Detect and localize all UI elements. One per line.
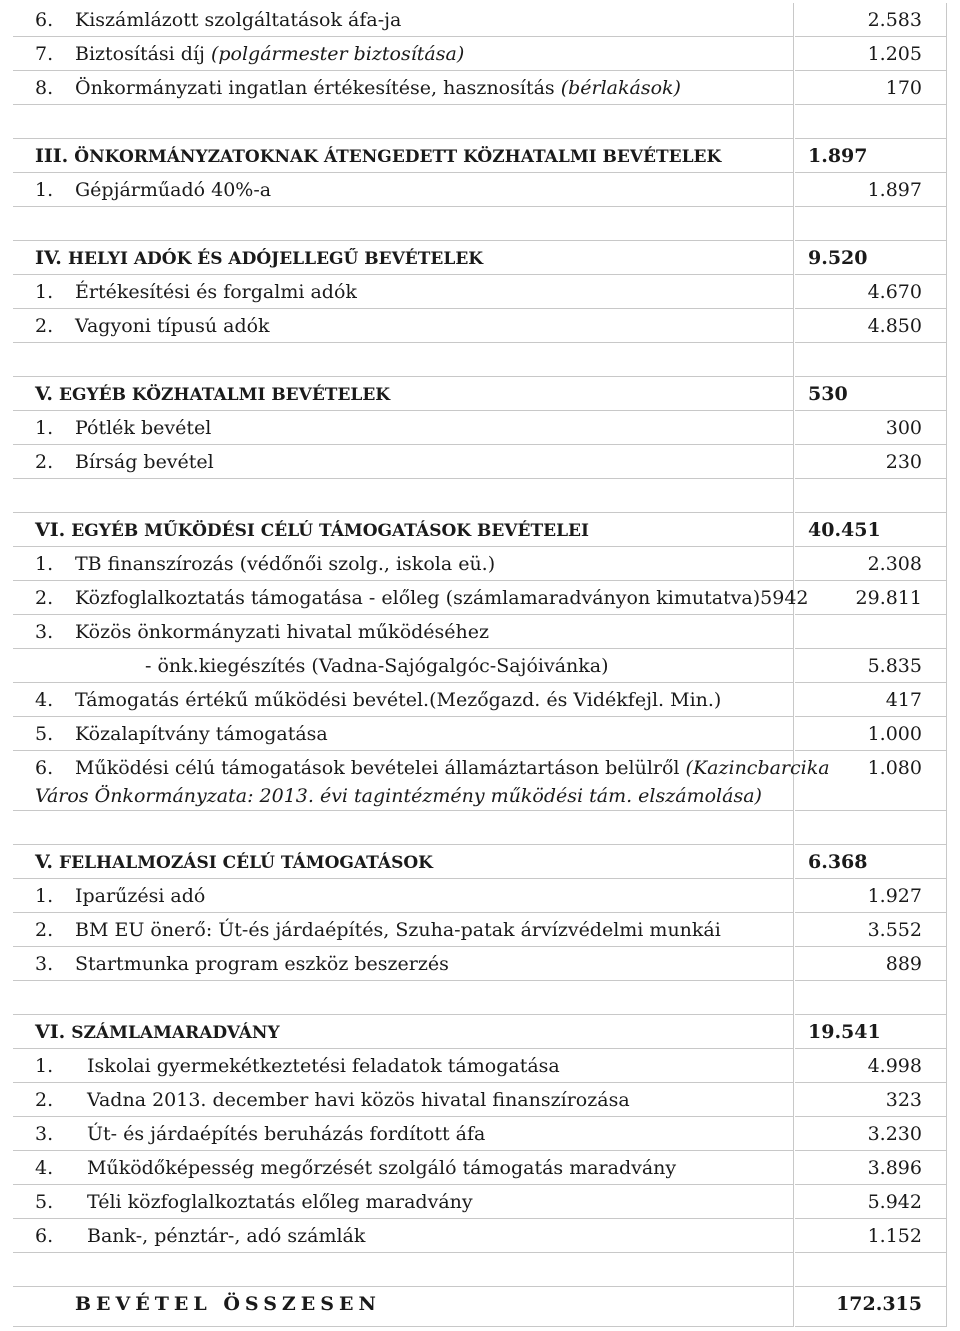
row-label bbox=[35, 309, 270, 343]
row-label bbox=[35, 513, 589, 548]
row-number: V. bbox=[35, 383, 54, 405]
row-value: 230 bbox=[885, 451, 922, 473]
value-cell bbox=[795, 343, 947, 377]
table-row bbox=[0, 1117, 960, 1151]
table-row bbox=[0, 1049, 960, 1083]
row-label-note: (Kazincbarcika bbox=[685, 757, 830, 779]
row-label-text: Értékesítési és forgalmi adók bbox=[75, 281, 357, 303]
row-value: 4.998 bbox=[867, 1055, 922, 1077]
row-value: 29.811 bbox=[855, 587, 922, 609]
label-cell bbox=[13, 3, 794, 37]
table-row bbox=[0, 649, 960, 683]
table-row bbox=[0, 547, 960, 581]
row-number: 6. bbox=[35, 757, 54, 779]
row-label-text: EGYÉB MŰKÖDÉSI CÉLÚ TÁMOGATÁSOK BEVÉTELEI bbox=[71, 521, 589, 541]
row-number: VI. bbox=[35, 519, 66, 541]
spacer-row bbox=[0, 105, 960, 139]
value-cell bbox=[795, 913, 947, 947]
row-label-text: BEVÉTEL ÖSSZESEN bbox=[75, 1293, 381, 1315]
label-cell bbox=[13, 947, 794, 981]
row-value: 1.152 bbox=[867, 1225, 922, 1247]
row-label bbox=[35, 377, 390, 412]
row-label bbox=[35, 3, 401, 37]
label-cell bbox=[13, 717, 794, 751]
label-cell bbox=[13, 1185, 794, 1219]
value-cell bbox=[795, 615, 947, 649]
section-header-row bbox=[0, 241, 960, 275]
row-number: 4. bbox=[35, 689, 54, 711]
row-label-text: Vadna 2013. december havi közös hivatal finanszírozása bbox=[87, 1089, 630, 1111]
table-row bbox=[0, 71, 960, 105]
spacer-row bbox=[0, 811, 960, 845]
spacer-row bbox=[0, 1253, 960, 1287]
label-cell bbox=[13, 913, 794, 947]
value-cell bbox=[795, 445, 947, 479]
spacer-row bbox=[0, 207, 960, 241]
row-label bbox=[35, 173, 271, 207]
section-total: 40.451 bbox=[808, 519, 881, 541]
row-label bbox=[35, 1185, 473, 1219]
spacer-row bbox=[0, 981, 960, 1015]
row-number: 2. bbox=[35, 451, 54, 473]
label-cell bbox=[13, 309, 794, 343]
row-label-text: Út- és járdaépítés beruházás fordított áfa bbox=[87, 1123, 486, 1145]
label-cell bbox=[13, 1219, 794, 1253]
row-label-text: Közfoglalkoztatás támogatása - előleg (számlamaradványon kimutatva)5942 bbox=[75, 587, 809, 609]
row-value: 2.308 bbox=[867, 553, 922, 575]
row-number: 6. bbox=[35, 1225, 54, 1247]
row-label bbox=[35, 1287, 381, 1321]
table-row bbox=[0, 615, 960, 649]
row-value: 323 bbox=[885, 1089, 922, 1111]
label-cell bbox=[13, 1287, 794, 1327]
row-label bbox=[35, 445, 214, 479]
value-cell bbox=[795, 105, 947, 139]
row-label-text: Pótlék bevétel bbox=[75, 417, 212, 439]
row-label bbox=[35, 1219, 365, 1253]
row-label-text: Vagyoni típusú adók bbox=[75, 315, 270, 337]
row-number: III. bbox=[35, 145, 69, 167]
row-value: 3.896 bbox=[867, 1157, 922, 1179]
spacer-row bbox=[0, 479, 960, 513]
row-label-text: Támogatás értékű működési bevétel.(Mezőgazd. és Vidékfejl. Min.) bbox=[75, 689, 722, 711]
label-cell bbox=[13, 275, 794, 309]
section-total: 9.520 bbox=[808, 247, 868, 269]
row-label bbox=[35, 1117, 485, 1151]
label-cell bbox=[13, 751, 830, 811]
label-cell bbox=[13, 1049, 794, 1083]
row-value: 5.835 bbox=[867, 655, 922, 677]
row-number: 2. bbox=[35, 315, 54, 337]
label-cell bbox=[13, 207, 794, 241]
row-label-text: ÖNKORMÁNYZATOKNAK ÁTENGEDETT KÖZHATALMI BEVÉTELEK bbox=[74, 147, 722, 167]
label-cell bbox=[13, 377, 794, 411]
label-cell bbox=[13, 1151, 794, 1185]
row-label-text: - önk.kiegészítés (Vadna-Sajógalgóc-Sajóivánka) bbox=[145, 655, 609, 677]
value-cell bbox=[795, 811, 947, 845]
row-value: 1.000 bbox=[867, 723, 922, 745]
row-value: 889 bbox=[885, 953, 922, 975]
value-cell bbox=[795, 377, 947, 411]
row-number: 2. bbox=[35, 587, 54, 609]
value-cell bbox=[795, 411, 947, 445]
row-label-text: SZÁMLAMARADVÁNY bbox=[71, 1023, 280, 1043]
row-number: 8. bbox=[35, 77, 54, 99]
label-cell bbox=[13, 411, 794, 445]
row-number: 6. bbox=[35, 9, 54, 31]
row-label-text: Téli közfoglalkoztatás előleg maradvány bbox=[87, 1191, 473, 1213]
row-value: 170 bbox=[885, 77, 922, 99]
grand-total-row bbox=[0, 1287, 960, 1327]
label-cell bbox=[13, 241, 794, 275]
section-header-row bbox=[0, 845, 960, 879]
value-cell bbox=[795, 1083, 947, 1117]
label-cell bbox=[13, 1253, 794, 1287]
value-cell bbox=[795, 71, 947, 105]
row-number: VI. bbox=[35, 1021, 66, 1043]
label-cell bbox=[13, 479, 794, 513]
row-label-text: TB finanszírozás (védőnői szolg., iskola eü.) bbox=[75, 553, 496, 575]
row-label bbox=[35, 1151, 676, 1185]
row-label-text: Önkormányzati ingatlan értékesítése, hasznosítás bbox=[75, 77, 561, 99]
label-cell bbox=[13, 105, 794, 139]
label-cell bbox=[13, 513, 794, 547]
table-row bbox=[0, 683, 960, 717]
value-cell bbox=[795, 479, 947, 513]
row-value: 417 bbox=[885, 689, 922, 711]
value-cell bbox=[795, 513, 947, 547]
section-header-row bbox=[0, 1015, 960, 1049]
value-cell bbox=[795, 845, 947, 879]
label-cell bbox=[13, 981, 794, 1015]
value-cell bbox=[795, 1287, 947, 1327]
row-label-text: HELYI ADÓK ÉS ADÓJELLEGŰ BEVÉTELEK bbox=[67, 249, 484, 269]
table-row bbox=[0, 1185, 960, 1219]
table-row bbox=[0, 913, 960, 947]
value-cell bbox=[795, 309, 947, 343]
row-label bbox=[35, 37, 464, 71]
row-number: IV. bbox=[35, 247, 62, 269]
label-cell bbox=[13, 445, 794, 479]
section-total: 1.897 bbox=[808, 145, 868, 167]
row-number: 5. bbox=[35, 723, 54, 745]
value-cell bbox=[795, 1117, 947, 1151]
value-cell bbox=[795, 1049, 947, 1083]
section-header-row bbox=[0, 139, 960, 173]
row-value: 172.315 bbox=[836, 1293, 922, 1315]
row-number: 2. bbox=[35, 919, 54, 941]
value-cell bbox=[795, 1185, 947, 1219]
row-value: 1.080 bbox=[867, 757, 922, 779]
row-label-text: Biztosítási díj bbox=[75, 43, 211, 65]
row-label bbox=[35, 581, 809, 615]
row-number: 3. bbox=[35, 1123, 54, 1145]
row-label bbox=[35, 754, 830, 810]
table-row bbox=[0, 173, 960, 207]
value-cell bbox=[795, 1151, 947, 1185]
row-label bbox=[35, 1015, 280, 1050]
label-cell bbox=[13, 879, 794, 913]
value-cell bbox=[795, 649, 947, 683]
table-row bbox=[0, 751, 960, 811]
row-number: 3. bbox=[35, 621, 54, 643]
row-number: 1. bbox=[35, 281, 54, 303]
row-label-note: (polgármester biztosítása) bbox=[210, 43, 465, 65]
table-row bbox=[0, 1151, 960, 1185]
label-cell bbox=[13, 173, 794, 207]
value-cell bbox=[795, 1219, 947, 1253]
table-row bbox=[0, 1083, 960, 1117]
table-row bbox=[0, 411, 960, 445]
value-cell bbox=[795, 683, 947, 717]
row-value: 1.927 bbox=[867, 885, 922, 907]
row-label-text: FELHALMOZÁSI CÉLÚ TÁMOGATÁSOK bbox=[59, 853, 433, 873]
row-number: 3. bbox=[35, 953, 54, 975]
row-label bbox=[35, 913, 721, 947]
row-label-text: Működőképesség megőrzését szolgáló támogatás maradvány bbox=[87, 1157, 677, 1179]
row-label-text: Kiszámlázott szolgáltatások áfa-ja bbox=[75, 9, 402, 31]
row-label-text: Közalapítvány támogatása bbox=[75, 723, 328, 745]
label-cell bbox=[13, 139, 794, 173]
value-cell bbox=[795, 1015, 947, 1049]
value-cell bbox=[795, 547, 947, 581]
label-cell bbox=[13, 547, 794, 581]
table-row bbox=[0, 3, 960, 37]
row-label bbox=[35, 1049, 560, 1083]
table-row bbox=[0, 717, 960, 751]
row-label-text: Gépjárműadó 40%-a bbox=[75, 179, 272, 201]
label-cell bbox=[13, 581, 809, 615]
table-row bbox=[0, 275, 960, 309]
label-cell bbox=[13, 811, 794, 845]
row-number: 1. bbox=[35, 553, 54, 575]
row-label bbox=[35, 1083, 630, 1117]
row-label bbox=[35, 879, 205, 913]
label-cell bbox=[13, 1083, 794, 1117]
table-row bbox=[0, 309, 960, 343]
value-cell bbox=[795, 37, 947, 71]
row-value: 3.552 bbox=[867, 919, 922, 941]
value-cell bbox=[795, 751, 947, 811]
table-row bbox=[0, 947, 960, 981]
row-label bbox=[35, 139, 721, 174]
row-label-text: EGYÉB KÖZHATALMI BEVÉTELEK bbox=[59, 385, 391, 405]
row-value: 1.897 bbox=[867, 179, 922, 201]
row-value: 3.230 bbox=[867, 1123, 922, 1145]
table-row bbox=[0, 879, 960, 913]
row-number: 4. bbox=[35, 1157, 54, 1179]
label-cell bbox=[13, 615, 794, 649]
value-cell bbox=[795, 241, 947, 275]
label-cell bbox=[13, 683, 794, 717]
section-total: 530 bbox=[808, 383, 848, 405]
value-cell bbox=[795, 1253, 947, 1287]
spacer-row bbox=[0, 343, 960, 377]
section-total: 19.541 bbox=[808, 1021, 881, 1043]
row-number: 1. bbox=[35, 179, 54, 201]
row-number: 1. bbox=[35, 417, 54, 439]
table-row bbox=[0, 445, 960, 479]
label-cell bbox=[13, 1117, 794, 1151]
row-label-text: Startmunka program eszköz beszerzés bbox=[75, 953, 449, 975]
value-cell bbox=[795, 275, 947, 309]
value-cell bbox=[795, 139, 947, 173]
value-cell bbox=[795, 207, 947, 241]
row-label bbox=[35, 649, 609, 683]
row-label bbox=[35, 615, 489, 649]
label-cell bbox=[13, 649, 794, 683]
row-number: 5. bbox=[35, 1191, 54, 1213]
row-label bbox=[35, 845, 433, 880]
row-label bbox=[35, 947, 449, 981]
row-number: 1. bbox=[35, 1055, 54, 1077]
row-value: 1.205 bbox=[867, 43, 922, 65]
row-number: V. bbox=[35, 851, 54, 873]
row-label bbox=[35, 241, 483, 276]
table-row bbox=[0, 1219, 960, 1253]
table-row bbox=[0, 37, 960, 71]
value-cell bbox=[795, 981, 947, 1015]
row-label bbox=[35, 717, 328, 751]
row-label-note-line2: Város Önkormányzata: 2013. évi tagintézmény működési tám. elszámolása) bbox=[35, 785, 762, 807]
label-cell bbox=[13, 845, 794, 879]
label-cell bbox=[13, 1015, 794, 1049]
row-label bbox=[35, 71, 681, 105]
label-cell bbox=[13, 343, 794, 377]
row-value: 300 bbox=[885, 417, 922, 439]
row-label-text: Iskolai gyermekétkeztetési feladatok támogatása bbox=[87, 1055, 560, 1077]
row-label-note: (bérlakások) bbox=[560, 77, 681, 99]
row-label bbox=[35, 275, 357, 309]
row-label-text: Működési célú támogatások bevételei államáztartáson belülről bbox=[75, 757, 686, 779]
label-cell bbox=[13, 37, 794, 71]
row-number: 7. bbox=[35, 43, 54, 65]
row-number: 1. bbox=[35, 885, 54, 907]
value-cell bbox=[795, 947, 947, 981]
value-cell bbox=[795, 581, 947, 615]
section-header-row bbox=[0, 377, 960, 411]
row-number: 2. bbox=[35, 1089, 54, 1111]
row-value: 4.670 bbox=[867, 281, 922, 303]
value-cell bbox=[795, 879, 947, 913]
row-value: 5.942 bbox=[867, 1191, 922, 1213]
row-label bbox=[35, 411, 211, 445]
section-total: 6.368 bbox=[808, 851, 868, 873]
row-value: 4.850 bbox=[867, 315, 922, 337]
value-cell bbox=[795, 3, 947, 37]
value-cell bbox=[795, 173, 947, 207]
row-label bbox=[35, 547, 495, 581]
section-header-row bbox=[0, 513, 960, 547]
row-label-text: Közös önkormányzati hivatal működéséhez bbox=[75, 621, 490, 643]
row-value: 2.583 bbox=[867, 9, 922, 31]
label-cell bbox=[13, 71, 794, 105]
row-label-text: BM EU önerő: Út-és járdaépítés, Szuha-patak árvízvédelmi munkái bbox=[75, 919, 721, 941]
row-label-text: Bírság bevétel bbox=[75, 451, 214, 473]
table-row bbox=[0, 581, 960, 615]
row-label bbox=[35, 683, 721, 717]
value-cell bbox=[795, 717, 947, 751]
row-label-text: Bank-, pénztár-, adó számlák bbox=[87, 1225, 366, 1247]
row-label-text: Iparűzési adó bbox=[75, 885, 206, 907]
